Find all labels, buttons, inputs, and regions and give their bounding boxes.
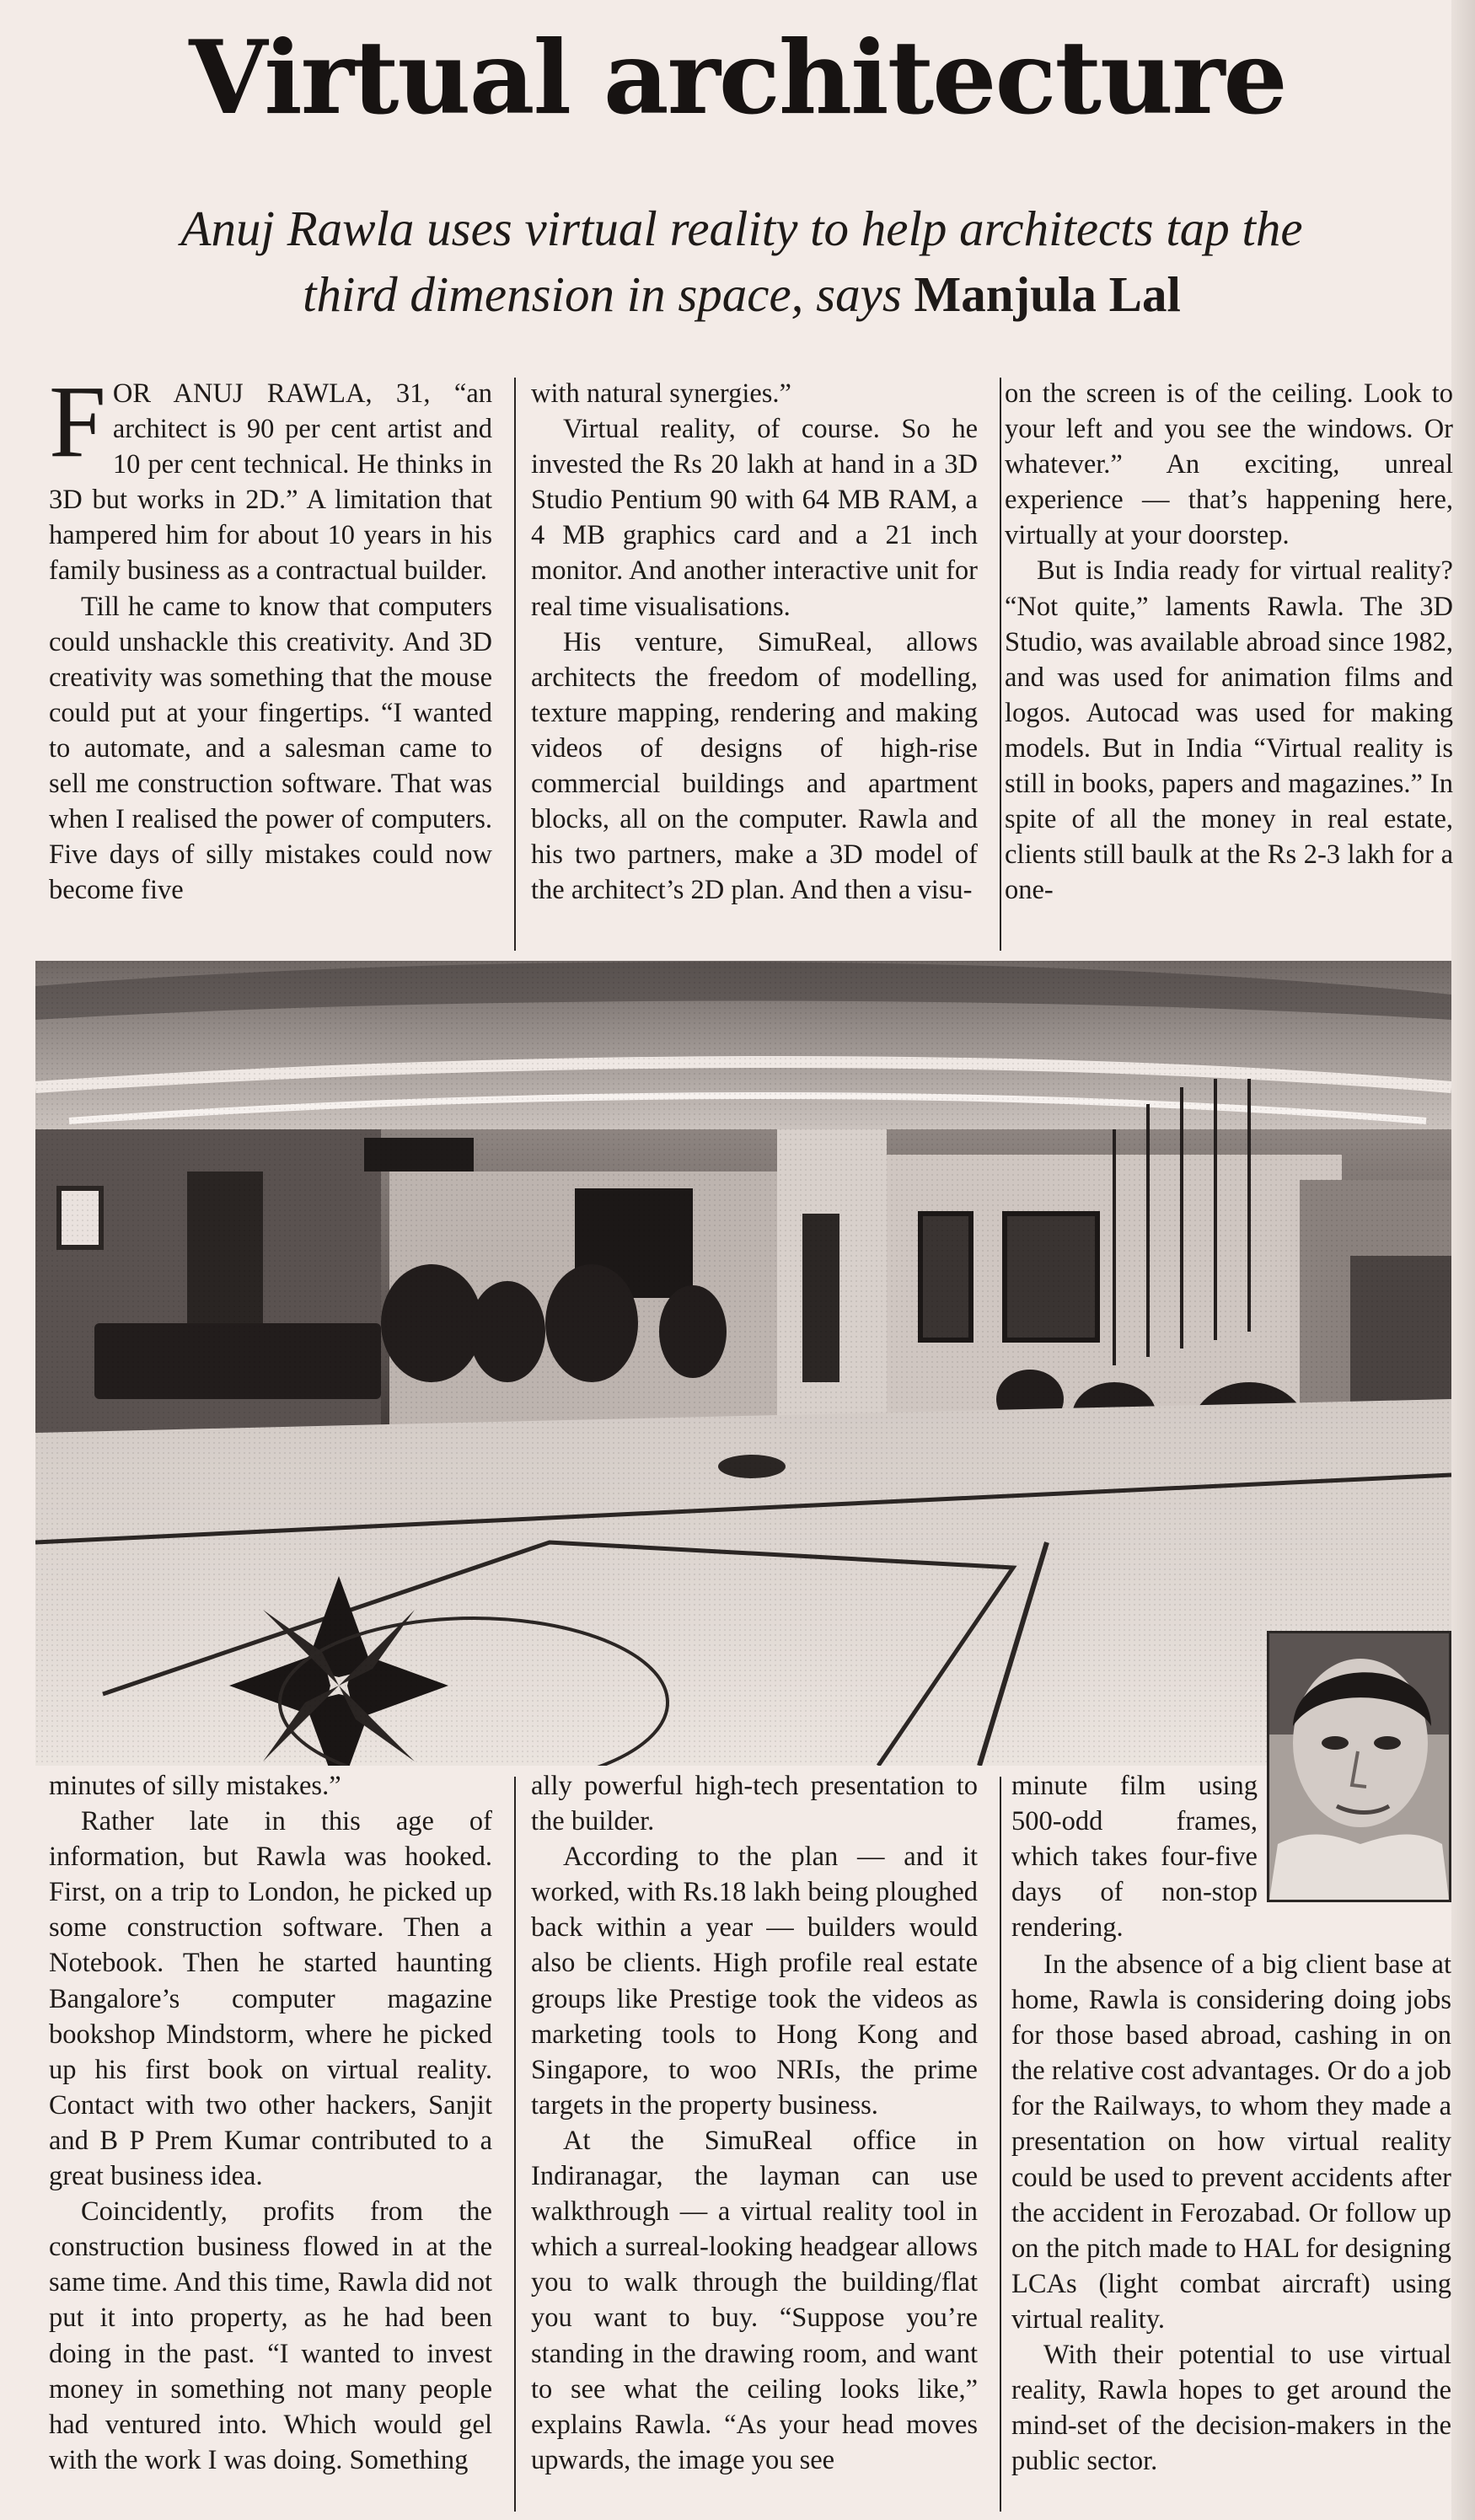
deck [34, 196, 1450, 327]
column-rule [514, 378, 516, 951]
paragraph [49, 365, 492, 589]
drop-cap: F [49, 365, 106, 479]
column-2-bottom [531, 1768, 978, 2514]
column-1-bottom [49, 1768, 492, 2514]
virtual-interior-rendering-photo [35, 961, 1451, 1766]
paragraph: Virtual reality, of course. So he invested the Rs 20 lakh at hand in a 3D Studio Pentium 90 with 64 MB RAM, a 4 MB graphics card and a 21 inch monitor. And another interactive unit for real time visualisations. [531, 414, 978, 622]
column-rule [514, 1777, 516, 2512]
paragraph: minute film using 500-odd frames, which takes four-five days of non-stop rendering. [1011, 1771, 1258, 1944]
portrait-illustration [1269, 1633, 1449, 1900]
deck-line-2 [34, 261, 1450, 327]
paragraph: Till he came to know that computers could unshackle this creativity. And 3D creativity was something that the mouse could put at your fingertips. “I wanted to automate, and a salesman came to sell me construction software. That was when I realised the power of computers. Five days of silly mistakes could now become five [49, 591, 492, 906]
byline: Manjula Lal [914, 266, 1181, 322]
paragraph: ally powerful high-tech presentation to the builder. [531, 1771, 978, 1837]
anuj-rawla-portrait-photo [1267, 1631, 1451, 1902]
column-3-top [1005, 376, 1453, 957]
paragraph: Coincidently, profits from the construction business flowed in at the same time. And this time, Rawla did not put it into property, as he had been doing in the past. “I wanted to invest money in something not many people had ventured into. Which would gel with the work I was doing. Something [49, 2196, 492, 2475]
paragraph: But is India ready for virtual reality? “Not quite,” laments Rawla. The 3D Studio, was available abroad since 1982, and was used for animation films and logos. Autocad was used for making models. But in India “Virtual reality is still in books, papers and magazines.” In spite of all the money in real estate, clients still baulk at the Rs 2-3 lakh for a one- [1005, 555, 1453, 906]
paragraph: on the screen is of the ceiling. Look to your left and you see the windows. Or whatever.” An exciting, unreal experience — that’s happening here, virtually at your doorstep. [1005, 378, 1453, 551]
paragraph: His venture, SimuReal, allows architects the freedom of modelling, texture mapping, rendering and making videos of designs of high-rise commercial buildings and apartment blocks, all on the computer. Rawla and his two partners, make a 3D model of the architect’s 2D plan. And then a visu- [531, 626, 978, 906]
page-fold-shadow [1451, 0, 1475, 2520]
headline: Virtual architecture [189, 19, 1286, 137]
deck-line-2-text: third dimension in space, says [303, 266, 914, 322]
paragraph: with natural synergies.” [531, 378, 791, 409]
paragraph-text: OR ANUJ RAWLA, 31, “an architect is 90 per cent artist and 10 per cent technical. He thinks in 3D but works in 2D.” A limitation that hampered him for about 10 years in his family business as a contractual builder. [49, 378, 492, 587]
column-3-bottom [1011, 1947, 1451, 2514]
deck-line-1: Anuj Rawla uses virtual reality to help architects tap the [180, 201, 1303, 256]
column-2-top [531, 376, 978, 957]
column-1-top [49, 365, 492, 957]
paragraph: At the SimuReal office in Indiranagar, the layman can use walkthrough — a virtual reality tool in which a surreal-looking headgear allows you to walk through the building/flat you want to buy. “Suppose you’re standing in the drawing room, and want to see what the ceiling looks like,” explains Rawla. “As your head moves upwards, the image you see [531, 2125, 978, 2475]
paragraph: In the absence of a big client base at home, Rawla is considering doing jobs for those based abroad, cashing in on the relative cost advantages. Or do a job for the Railways, to whom they made a presentation on how virtual reality could be used to prevent accidents after the accident in Ferozabad. Or follow up on the pitch made to HAL for designing LCAs (light combat aircraft) using virtual reality. [1011, 1949, 1451, 2335]
paragraph: With their potential to use virtual reality, Rawla hopes to get around the mind-set of the decision-makers in the public sector. [1011, 2340, 1451, 2477]
paragraph: Rather late in this age of information, but Rawla was hooked. First, on a trip to London, he picked up some construction software. Then a Notebook. Then he started haunting Bangalore’s computer magazine bookshop Mindstorm, where he picked up his first book on virtual reality. Contact with two other hackers, Sanjit and B P Prem Kumar contributed to a great business idea. [49, 1806, 492, 2192]
column-3-bottom-narrow [1011, 1768, 1258, 1944]
rendering-illustration [35, 961, 1451, 1766]
paragraph: minutes of silly mistakes.” [49, 1771, 341, 1801]
column-rule [1000, 1777, 1001, 2512]
paragraph: According to the plan — and it worked, with Rs.18 lakh being ploughed back within a year — builders would also be clients. High profile real estate groups like Prestige took the videos as marketing tools to Hong Kong and Singapore, to woo NRIs, the prime targets in the property business. [531, 1842, 978, 2121]
column-rule [1000, 378, 1001, 951]
